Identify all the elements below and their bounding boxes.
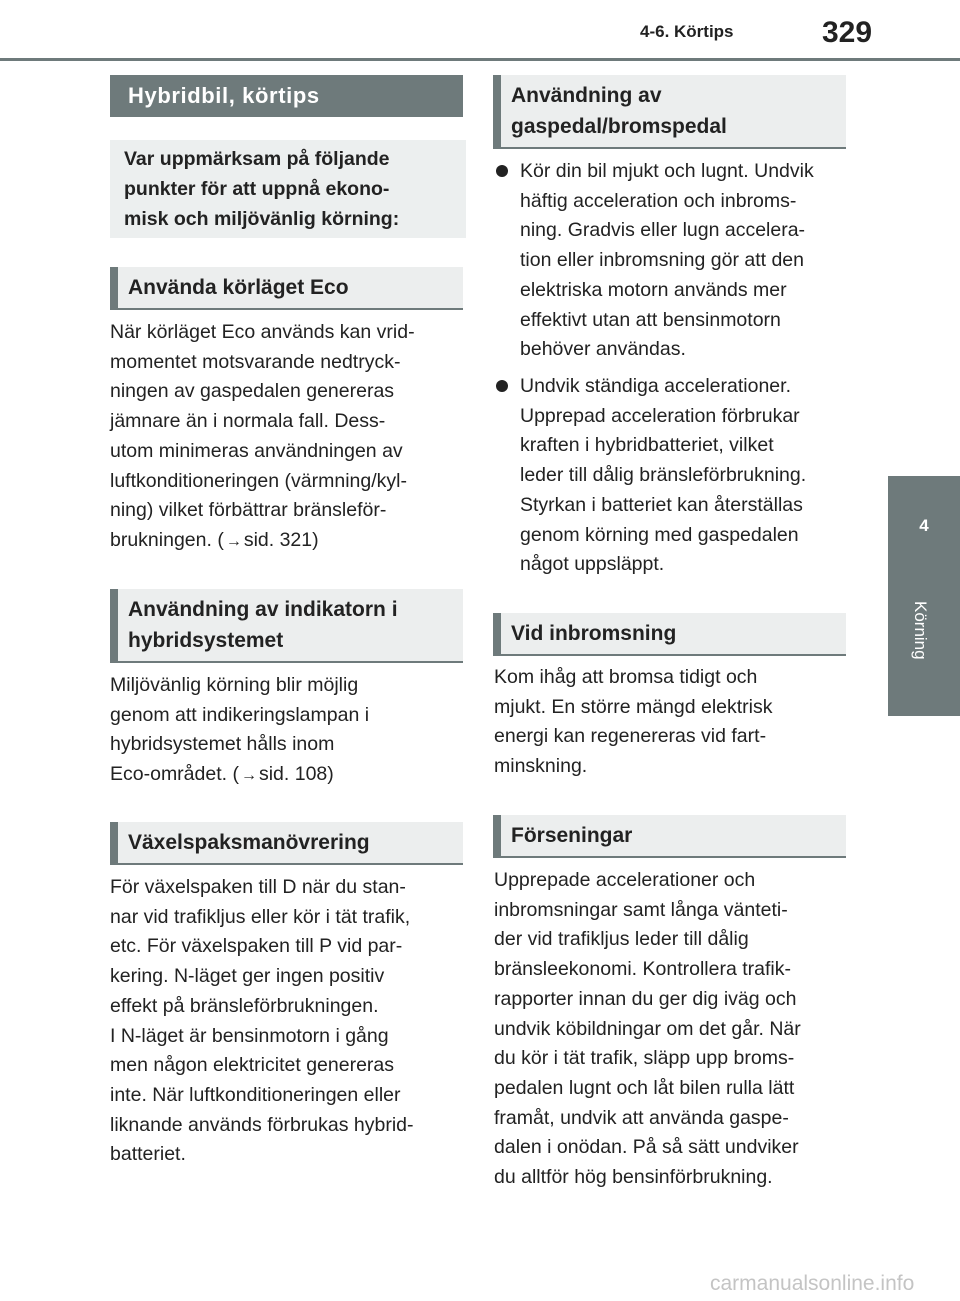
text-line: häftig acceleration och inbroms- [520, 189, 797, 212]
text-line: hybridsystemet hålls inom [110, 733, 335, 756]
text-line: kraften i hybridbatteriet, vilket [520, 434, 774, 457]
indicator-heading-line: hybridsystemet [128, 629, 284, 652]
page-reference-link[interactable]: sid. 321) [243, 528, 319, 551]
bullet-dot-icon [496, 380, 508, 392]
text-line: luftkonditioneringen (värmning/kyl- [110, 469, 407, 492]
text-line: batteriet. [110, 1143, 186, 1166]
reference-arrow-icon: → [225, 532, 242, 550]
text-line: pedalen lugnt och låt bilen rulla lätt [494, 1076, 795, 1099]
text-line: jämnare än i normala fall. Dess- [110, 410, 386, 433]
text-line: nar vid trafikljus eller kör i tät trafik, [110, 905, 411, 928]
page-number: 329 [822, 16, 873, 49]
text-line [110, 526, 466, 557]
text-line: elektriska motorn används mer [520, 278, 787, 301]
delays-heading-text: Förseningar [511, 824, 633, 847]
delays-heading [493, 815, 846, 858]
text-line: dalen i onödan. På så sätt undviker [494, 1136, 799, 1159]
eco-paragraph [110, 318, 466, 557]
text-line: inte. När luftkonditioneringen eller [110, 1083, 401, 1106]
intro-line: Var uppmärksam på följande [124, 148, 390, 170]
text-line: något uppsläppt. [520, 553, 665, 576]
text-line: liknande används förbrukas hybrid- [110, 1113, 414, 1136]
chapter-label: Körning [911, 600, 930, 660]
indicator-heading-line: Användning av indikatorn i [128, 598, 398, 621]
gear-heading-text: Växelspaksmanövrering [128, 831, 370, 854]
text-line: Styrkan i batteriet kan återställas [520, 493, 803, 516]
eco-heading [110, 267, 463, 310]
text-line: effektivt utan att bensinmotorn [520, 308, 781, 331]
bullet-dot-icon [496, 165, 508, 177]
text-line: tion eller inbromsning gör att den [520, 249, 804, 272]
text-line: Undvik ständiga accelerationer. [520, 375, 791, 397]
braking-heading [493, 613, 846, 656]
delays-paragraph [494, 866, 854, 1193]
text-line: undvik köbildningar om det går. När [494, 1017, 801, 1040]
text-line: Miljövänlig körning blir möjlig [110, 674, 359, 696]
pedal-heading [493, 75, 846, 149]
section-title: 4-6. Körtips [640, 22, 734, 41]
text-line: mjukt. En större mängd elektrisk [494, 695, 773, 718]
page-reference-link[interactable]: sid. 108) [258, 763, 334, 786]
header-rule [0, 58, 960, 61]
text-line: der vid trafikljus leder till dålig [494, 928, 749, 951]
text-line: Upprepade accelerationer och [494, 869, 756, 891]
text-line: ningen av gaspedalen genereras [110, 380, 395, 403]
text-line: inbromsningar samt långa vänteti- [494, 898, 788, 921]
pedal-heading-line: gaspedal/bromspedal [511, 115, 727, 138]
text-line: du alltför hög bensinförbrukning. [494, 1166, 773, 1189]
text-line: utom minimeras användningen av [110, 439, 403, 462]
text-line: rapporter innan du ger dig iväg och [494, 987, 797, 1010]
text-line: För växelspaken till D när du stan- [110, 876, 406, 898]
text-line: ning) vilket förbättrar bränsleför- [110, 499, 387, 522]
text-line: Upprepad acceleration förbrukar [520, 404, 800, 427]
gear-paragraph [110, 873, 466, 1170]
text-line: I N-läget är bensinmotorn i gång [110, 1024, 389, 1047]
text-line: behöver användas. [520, 338, 686, 361]
text-line: Kom ihåg att bromsa tidigt och [494, 666, 758, 688]
text-line [110, 760, 466, 791]
pedal-heading-line: Användning av [511, 84, 662, 107]
text-line: men någon elektricitet genereras [110, 1054, 394, 1077]
intro-box [110, 140, 466, 238]
text-line: ning. Gradvis eller lugn accelera- [520, 219, 806, 242]
reference-arrow-icon: → [240, 767, 257, 785]
text-line: genom att indikeringslampan i [110, 703, 370, 726]
text-line: framåt, undvik att använda gaspe- [494, 1106, 789, 1129]
text-line: momentet motsvarande nedtryck- [110, 350, 401, 373]
text-line: Kör din bil mjukt och lugnt. Undvik [520, 160, 814, 182]
braking-heading-text: Vid inbromsning [511, 622, 677, 645]
text-line: genom körning med gaspedalen [520, 523, 799, 546]
main-heading: Hybridbil, körtips [110, 75, 463, 117]
intro-line: punkter för att uppnå ekono- [124, 178, 390, 200]
indicator-heading [110, 589, 463, 663]
text-line: etc. För växelspaken till P vid par- [110, 935, 403, 958]
braking-paragraph [494, 663, 850, 782]
text-line: bränsleekonomi. Kontrollera trafik- [494, 958, 791, 981]
text-line: leder till dålig bränsleförbrukning. [520, 464, 807, 487]
intro-line: misk och miljövänlig körning: [124, 208, 400, 230]
footer-watermark: carmanualsonline.info [710, 1272, 915, 1295]
text-line: minskning. [494, 755, 588, 778]
indicator-paragraph [110, 671, 466, 791]
text-line: effekt på bränsleförbrukningen. [110, 994, 379, 1017]
gear-heading [110, 822, 463, 865]
text-line: När körläget Eco används kan vrid- [110, 321, 415, 343]
eco-heading-text: Använda körläget Eco [128, 276, 349, 299]
text-fragment: Eco-området. ( [110, 763, 239, 786]
text-line: kering. N-läget ger ingen positiv [110, 965, 385, 988]
text-line: energi kan regenereras vid fart- [494, 725, 767, 748]
text-line: du kör i tät trafik, släpp upp broms- [494, 1047, 795, 1070]
chapter-number: 4 [919, 516, 929, 535]
text-fragment: brukningen. ( [110, 528, 224, 551]
